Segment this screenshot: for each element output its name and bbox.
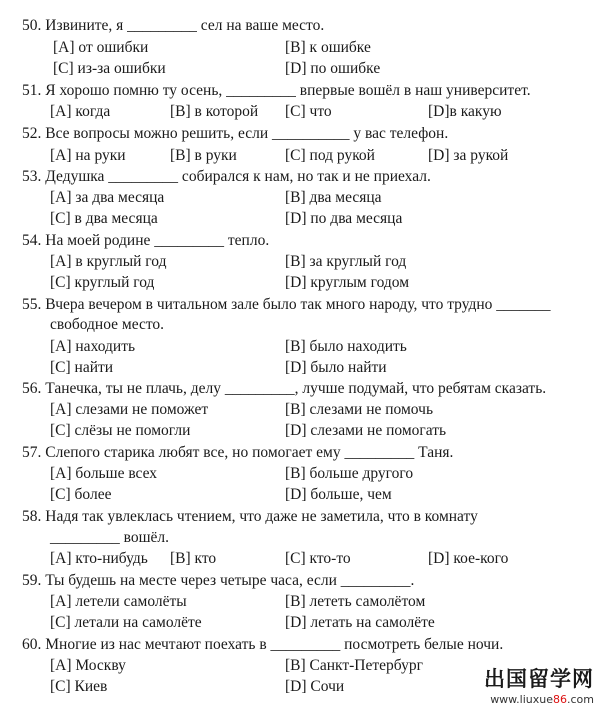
question-56-stem: 56. Танечка, ты не плачь, делу _________, лучше подумай, что ребятам сказать. (22, 380, 547, 397)
q54-option-c[interactable]: [C] круглый год (50, 274, 155, 291)
q54-option-d[interactable]: [D] круглым годом (285, 274, 410, 291)
q54-option-a[interactable]: [A] в круглый год (50, 253, 167, 270)
question-54-stem: 54. На моей родине _________ тепло. (22, 232, 270, 249)
q50-option-a[interactable]: [A] от ошибки (53, 39, 149, 56)
q59-option-c[interactable]: [C] летали на самолёте (50, 614, 202, 631)
q55-option-c[interactable]: [C] найти (50, 359, 114, 376)
q58-option-a[interactable]: [A] кто-нибудь (50, 550, 148, 567)
question-59-stem: 59. Ты будешь на месте через четыре часа, если _________. (22, 572, 415, 589)
q53-option-d[interactable]: [D] по два месяца (285, 210, 403, 227)
question-51-stem: 51. Я хорошо помню ту осень, _________ впервые вошёл в наш университет. (22, 82, 531, 99)
question-58-stem: 58. Надя так увлеклась чтением, что даже не заметила, что в комнату (22, 508, 478, 525)
watermark-url[interactable]: www.liuxue86.com (490, 693, 594, 706)
q52-option-a[interactable]: [A] на руки (50, 147, 126, 164)
q58-option-b[interactable]: [B] кто (170, 550, 217, 567)
q52-option-c[interactable]: [C] под рукой (285, 147, 375, 164)
q59-option-a[interactable]: [A] летели самолёты (50, 593, 187, 610)
q57-option-c[interactable]: [C] более (50, 486, 112, 503)
question-55-stem: 55. Вчера вечером в читальном зале было так много народу, что трудно _______ (22, 296, 551, 313)
q60-option-a[interactable]: [A] Москву (50, 657, 126, 674)
q56-option-a[interactable]: [A] слезами не поможет (50, 401, 209, 418)
q51-option-c[interactable]: [C] что (285, 103, 332, 120)
q60-option-c[interactable]: [C] Киев (50, 678, 108, 695)
q56-option-c[interactable]: [C] слёзы не помогли (50, 422, 191, 439)
q60-option-b[interactable]: [B] Санкт-Петербург (285, 657, 423, 674)
watermark-site-name: 出国留学网 (484, 667, 594, 691)
q58-option-c[interactable]: [C] кто-то (285, 550, 351, 567)
q59-option-b[interactable]: [B] лететь самолётом (285, 593, 426, 610)
q53-option-b[interactable]: [B] два месяца (285, 189, 382, 206)
question-50-stem: 50. Извините, я _________ сел на ваше место. (22, 17, 325, 34)
q52-option-b[interactable]: [B] в руки (170, 147, 237, 164)
question-53-stem: 53. Дедушка _________ собирался к нам, но так и не приехал. (22, 168, 431, 185)
q59-option-d[interactable]: [D] летать на самолёте (285, 614, 435, 631)
q51-option-a[interactable]: [A] когда (50, 103, 111, 120)
q57-option-b[interactable]: [B] больше другого (285, 465, 414, 482)
question-57-stem: 57. Слепого старика любят все, но помогает ему _________ Таня. (22, 444, 454, 461)
question-52-stem: 52. Все вопросы можно решить, если __________ у вас телефон. (22, 125, 449, 142)
question-58-stem-continued: _________ вошёл. (50, 529, 170, 546)
q51-option-d[interactable]: [D]в какую (428, 103, 502, 120)
q53-option-a[interactable]: [A] за два месяца (50, 189, 165, 206)
q50-option-d[interactable]: [D] по ошибке (285, 60, 381, 77)
q50-option-b[interactable]: [B] к ошибке (285, 39, 371, 56)
question-55-stem-continued: свободное место. (50, 316, 165, 333)
q55-option-b[interactable]: [B] было находить (285, 338, 407, 355)
q55-option-a[interactable]: [A] находить (50, 338, 136, 355)
q57-option-a[interactable]: [A] больше всех (50, 465, 158, 482)
q58-option-d[interactable]: [D] кое-кого (428, 550, 509, 567)
site-watermark (484, 663, 594, 706)
q60-option-d[interactable]: [D] Сочи (285, 678, 345, 695)
q52-option-d[interactable]: [D] за рукой (428, 147, 509, 164)
q55-option-d[interactable]: [D] было найти (285, 359, 387, 376)
q51-option-b[interactable]: [B] в которой (170, 103, 259, 120)
q50-option-c[interactable]: [C] из-за ошибки (53, 60, 166, 77)
q56-option-d[interactable]: [D] слезами не помогать (285, 422, 447, 439)
q53-option-c[interactable]: [C] в два месяца (50, 210, 158, 227)
question-60-stem: 60. Многие из нас мечтают поехать в _________ посмотреть белые ночи. (22, 636, 504, 653)
q56-option-b[interactable]: [B] слезами не помочь (285, 401, 434, 418)
q57-option-d[interactable]: [D] больше, чем (285, 486, 392, 503)
q54-option-b[interactable]: [B] за круглый год (285, 253, 407, 270)
